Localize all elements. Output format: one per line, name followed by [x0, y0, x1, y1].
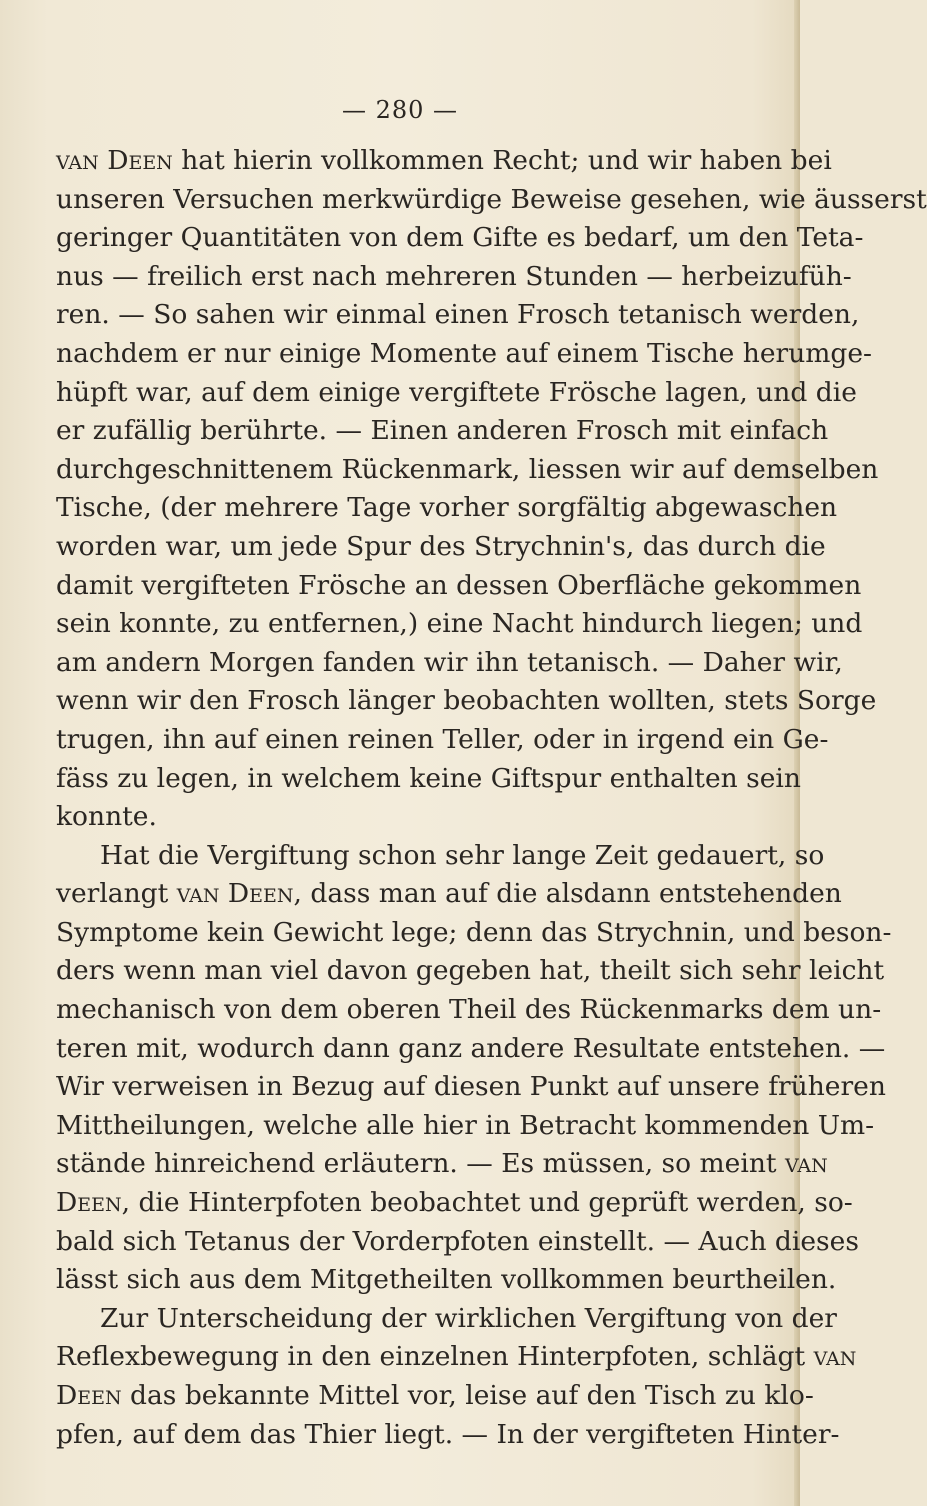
- text-line: [56, 952, 885, 991]
- text-run: sein konnte, zu entfernen,) eine Nacht hindurch liegen; und: [56, 608, 863, 640]
- text-line: [56, 991, 882, 1030]
- text-line: [56, 335, 873, 374]
- text-line: [56, 914, 892, 953]
- text-line: [56, 1223, 859, 1262]
- text-line: [56, 1416, 840, 1455]
- text-run: Symptome kein Gewicht lege; denn das Strychnin, und beson-: [56, 916, 892, 948]
- text-run: ren. — So sahen wir einmal einen Frosch tetanisch werden,: [56, 299, 860, 331]
- text-line: [56, 296, 860, 335]
- text-run: , die Hinterpfoten beobachtet und geprüft werden, so-: [121, 1187, 853, 1219]
- text-run: er zufällig berührte. — Einen anderen Frosch mit einfach: [56, 415, 829, 447]
- text-run: bald sich Tetanus der Vorderpfoten einstellt. — Auch dieses: [56, 1225, 859, 1257]
- text-run: ders wenn man viel davon gegeben hat, theilt sich sehr leicht: [56, 955, 885, 987]
- text-run: hüpft war, auf dem einige vergiftete Frösche lagen, und die: [56, 376, 857, 408]
- text-line: [56, 181, 927, 220]
- text-run: Mittheilungen, welche alle hier in Betracht kommenden Um-: [56, 1109, 875, 1141]
- text-run: verlangt: [56, 878, 177, 910]
- text-line: [56, 1184, 853, 1223]
- text-line: [56, 489, 838, 528]
- text-run: , dass man auf die alsdann entstehenden: [293, 878, 842, 910]
- text-line: [56, 1261, 837, 1300]
- text-run: damit vergifteten Frösche an dessen Oberfläche gekommen: [56, 569, 862, 601]
- text-run: lässt sich aus dem Mitgetheilten vollkommen beurtheilen.: [56, 1264, 837, 1296]
- text-run: das bekannte Mittel vor, leise auf den Tisch zu klo-: [121, 1380, 814, 1411]
- author-name: van Deen: [56, 145, 173, 176]
- text-run: Reflexbewegung in den einzelnen Hinterpfoten, schlägt: [56, 1341, 814, 1373]
- text-line: [56, 760, 801, 799]
- text-line: [56, 837, 825, 876]
- text-run: Wir verweisen in Bezug auf diesen Punkt auf unsere früheren: [56, 1071, 886, 1103]
- text-run: nus — freilich erst nach mehreren Stunden — herbeizufüh-: [56, 260, 852, 292]
- author-name: van: [813, 1341, 857, 1373]
- text-run: Hat die Vergiftung schon sehr lange Zeit gedauert, so: [100, 839, 825, 871]
- text-run: teren mit, wodurch dann ganz andere Resultate entstehen. —: [56, 1032, 886, 1064]
- text-line: [56, 682, 877, 721]
- text-run: stände hinreichend erläutern. — Es müssen, so meint: [56, 1148, 785, 1180]
- text-run: trugen, ihn auf einen reinen Teller, oder in irgend ein Ge-: [56, 723, 829, 755]
- text-line: [56, 721, 829, 760]
- text-run: fäss zu legen, in welchem keine Giftspur enthalten sein: [56, 762, 801, 794]
- text-run: hat hierin vollkommen Recht; und wir haben bei: [172, 145, 832, 176]
- text-line: [56, 374, 857, 413]
- text-run: worden war, um jede Spur des Strychnin's, das durch die: [56, 530, 826, 562]
- text-line: [56, 644, 843, 683]
- text-line: [56, 1145, 828, 1184]
- text-run: konnte.: [56, 801, 157, 833]
- text-line: [56, 1107, 875, 1146]
- text-run: unseren Versuchen merkwürdige Beweise gesehen, wie äusserst: [56, 183, 927, 215]
- text-line: [56, 1338, 857, 1377]
- text-run: Zur Unterscheidung der wirklichen Vergiftung von der: [100, 1302, 837, 1334]
- author-name: Deen: [56, 1187, 122, 1219]
- author-name: van Deen: [176, 878, 294, 910]
- text-run: durchgeschnittenem Rückenmark, liessen wir auf demselben: [56, 453, 879, 485]
- text-run: am andern Morgen fanden wir ihn tetanisch. — Daher wir,: [56, 646, 843, 678]
- text-line: [56, 258, 852, 297]
- text-line: [56, 1030, 886, 1069]
- text-line: [56, 412, 829, 451]
- text-run: wenn wir den Frosch länger beobachten wollten, stets Sorge: [56, 685, 877, 717]
- text-run: nachdem er nur einige Momente auf einem Tische herumge-: [56, 337, 873, 369]
- text-line: [56, 605, 863, 644]
- text-line: [56, 1068, 886, 1107]
- text-line: [56, 219, 864, 258]
- text-line: [56, 798, 746, 837]
- text-line: [56, 142, 832, 181]
- text-line: [56, 875, 842, 914]
- text-line: [56, 451, 879, 490]
- text-run: geringer Quantitäten von dem Gifte es bedarf, um den Teta-: [56, 222, 864, 254]
- text-run: Tische, (der mehrere Tage vorher sorgfältig abgewaschen: [56, 492, 838, 524]
- text-line: [56, 1300, 837, 1339]
- text-line: [56, 567, 862, 606]
- page-number-header: — 280 —: [341, 96, 459, 124]
- text-line: [56, 1377, 814, 1416]
- text-line: [56, 528, 826, 567]
- author-name: Deen: [56, 1380, 122, 1411]
- text-run: pfen, auf dem das Thier liegt. — In der vergifteten Hinter-: [56, 1418, 840, 1450]
- body-text: [56, 142, 927, 1454]
- text-run: mechanisch von dem oberen Theil des Rückenmarks dem un-: [56, 994, 882, 1026]
- author-name: van: [784, 1148, 828, 1180]
